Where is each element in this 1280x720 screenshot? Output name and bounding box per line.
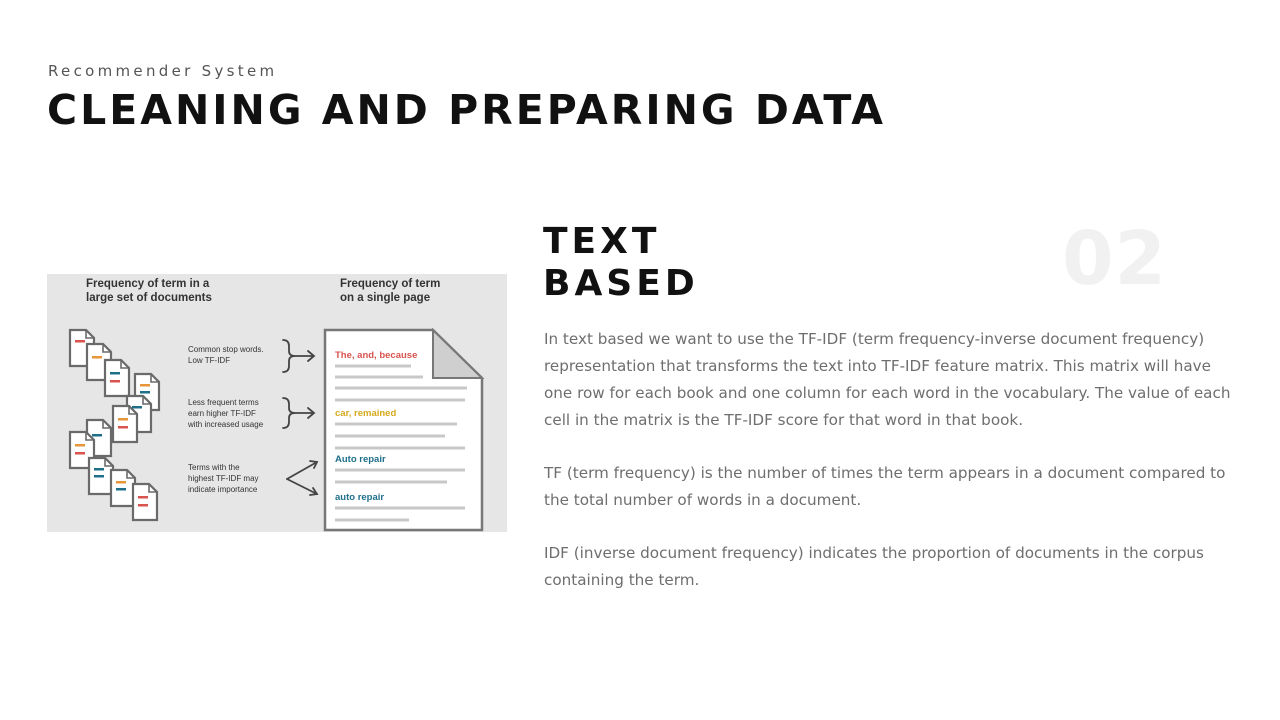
section-title-line1: TEXT (543, 221, 661, 262)
right-heading-line1: Frequency of term (340, 278, 441, 290)
term-stop-words: The, and, because (335, 350, 418, 361)
term-important-1: Auto repair (335, 454, 386, 465)
right-heading-line2: on a single page (340, 292, 431, 304)
term-important-2: auto repair (335, 492, 385, 503)
section-title-line2: BASED (543, 263, 699, 304)
paragraph-idf: IDF (inverse document frequency) indicates the proportion of documents in the corpus containing the term. (544, 544, 1204, 589)
paragraph-tf-idf: In text based we want to use the TF-IDF (term frequency-inverse document frequency) representation that transforms the text into TF-IDF feature matrix. This matrix will have one row for each book and one column for each word in the vocabulary. The value of each cell in the matrix is the TF-IDF score for that word in that book. (544, 330, 1231, 429)
left-heading-line2: large set of documents (86, 292, 212, 304)
single-page-document (325, 330, 482, 530)
left-heading-line1: Frequency of term in a (86, 278, 210, 290)
presentation-subtitle: Recommender System (48, 62, 278, 80)
note1-line1: Common stop words. (188, 345, 264, 354)
note1-line2: Low TF-IDF (188, 356, 231, 365)
term-less-frequent: car, remained (335, 408, 397, 419)
section-number: 02 (1062, 216, 1167, 302)
tf-idf-diagram (47, 274, 507, 532)
arrow-connectors (283, 340, 317, 495)
note2-line1: Less frequent terms (188, 398, 259, 407)
note2-line3: with increased usage (188, 420, 264, 429)
section-title (543, 221, 699, 305)
document-stack (70, 330, 159, 520)
note3-line1: Terms with the (188, 463, 240, 472)
paragraph-tf: TF (term frequency) is the number of times the term appears in a document compared to the total number of words in a document. (544, 464, 1226, 509)
tf-idf-diagram-graphic (47, 274, 507, 532)
note3-line2: highest TF-IDF may (188, 474, 259, 483)
slide-title: CLEANING AND PREPARING DATA (47, 86, 886, 134)
section-body (544, 326, 1234, 620)
note3-line3: indicate importance (188, 485, 258, 494)
note2-line2: earn higher TF-IDF (188, 409, 256, 418)
